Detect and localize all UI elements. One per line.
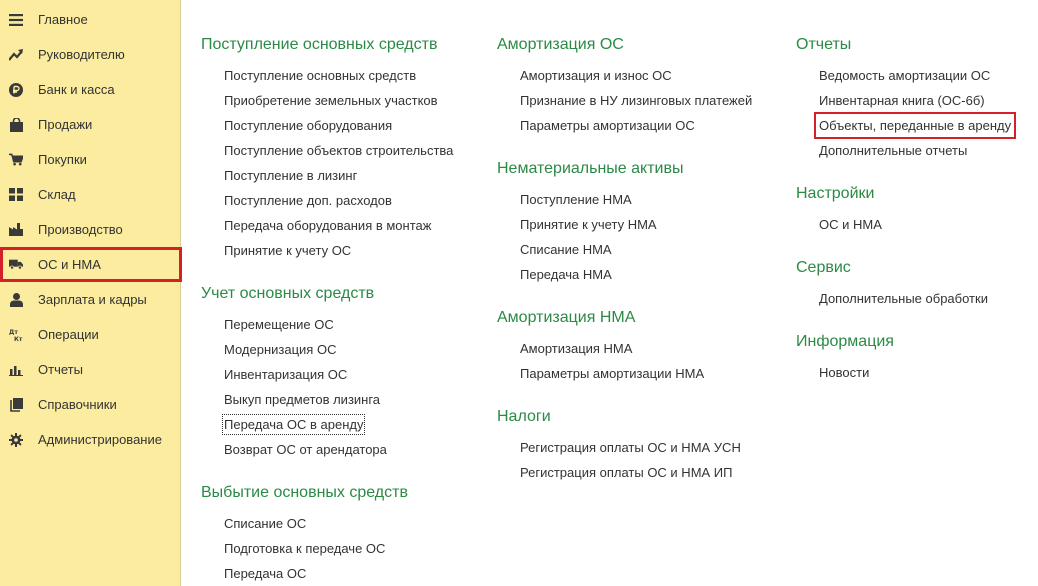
sidebar-item-label: Склад xyxy=(38,187,76,202)
link-intangible-depreciation[interactable]: Амортизация НМА xyxy=(520,341,633,356)
link-intangible-depreciation-params[interactable]: Параметры амортизации НМА xyxy=(520,366,705,381)
ruble-coin-icon xyxy=(9,83,23,97)
link-intangible-writeoff[interactable]: Списание НМА xyxy=(520,242,612,257)
link-intangible-transfer[interactable]: Передача НМА xyxy=(520,267,612,282)
link-intangible-accept[interactable]: Принятие к учету НМА xyxy=(520,217,657,232)
link-fixed-assets-handover[interactable]: Передача ОС xyxy=(224,566,307,581)
section-title-fixed-assets-receipt: Поступление основных средств xyxy=(201,36,438,53)
sidebar-item-bank[interactable] xyxy=(0,72,181,107)
section-title-reports: Отчеты xyxy=(796,36,852,53)
link-payment-registration-ip[interactable]: Регистрация оплаты ОС и НМА ИП xyxy=(520,465,733,480)
sidebar-item-label: Отчеты xyxy=(38,362,83,377)
sidebar-item-purchases[interactable] xyxy=(0,142,181,177)
sidebar-item-reports[interactable] xyxy=(0,352,181,387)
section-title-taxes: Налоги xyxy=(497,408,551,425)
sidebar-item-label: Операции xyxy=(38,327,99,342)
section-title-depreciation: Амортизация ОС xyxy=(497,36,624,53)
link-intangible-receipt[interactable]: Поступление НМА xyxy=(520,192,632,207)
link-additional-reports[interactable]: Дополнительные отчеты xyxy=(819,143,968,158)
link-additional-processing[interactable]: Дополнительные обработки xyxy=(819,291,988,306)
sidebar-item-production[interactable] xyxy=(0,212,181,247)
link-payment-registration-usn[interactable]: Регистрация оплаты ОС и НМА УСН xyxy=(520,440,741,455)
sidebar-item-label: Продажи xyxy=(38,117,93,132)
link-fixed-assets-transfer[interactable]: Перемещение ОС xyxy=(224,317,334,332)
link-leased-objects-report[interactable]: Объекты, переданные в аренду xyxy=(819,118,1012,133)
books-icon xyxy=(9,398,23,412)
link-depreciation-statement[interactable]: Ведомость амортизации ОС xyxy=(819,68,991,83)
link-equipment-installation[interactable]: Передача оборудования в монтаж xyxy=(224,218,432,233)
hamburger-menu-icon xyxy=(9,13,23,27)
warehouse-grid-icon xyxy=(9,188,23,202)
section-title-intangible-depreciation: Амортизация НМА xyxy=(497,309,636,326)
factory-icon xyxy=(9,223,23,237)
sidebar-item-label: Производство xyxy=(38,222,123,237)
link-land-acquisition[interactable]: Приобретение земельных участков xyxy=(224,93,438,108)
section-title-settings: Настройки xyxy=(796,185,875,202)
sidebar-item-sales[interactable] xyxy=(0,107,181,142)
section-title-intangible-assets: Нематериальные активы xyxy=(497,160,684,177)
sidebar-item-label: Банк и касса xyxy=(38,82,115,97)
main-content xyxy=(182,0,1038,586)
section-title-fixed-assets-disposal: Выбытие основных средств xyxy=(201,484,408,501)
link-inventory-book[interactable]: Инвентарная книга (ОС-6б) xyxy=(819,93,985,108)
link-fixed-assets-modernization[interactable]: Модернизация ОС xyxy=(224,342,337,357)
link-leasing-buyout[interactable]: Выкуп предметов лизинга xyxy=(224,392,381,407)
sidebar-item-label: Зарплата и кадры xyxy=(38,292,147,307)
link-fixed-assets-receipt[interactable]: Поступление основных средств xyxy=(224,68,417,83)
section-title-fixed-assets-accounting: Учет основных средств xyxy=(201,285,375,302)
sidebar-item-warehouse[interactable] xyxy=(0,177,181,212)
debit-credit-icon xyxy=(9,328,23,342)
link-prepare-transfer[interactable]: Подготовка к передаче ОС xyxy=(224,541,386,556)
sidebar-item-main[interactable] xyxy=(0,2,181,37)
person-icon xyxy=(9,293,23,307)
sidebar-item-operations[interactable] xyxy=(0,317,181,352)
sidebar-item-label: Справочники xyxy=(38,397,117,412)
sidebar-item-fixed-assets[interactable] xyxy=(0,247,182,282)
shopping-cart-icon xyxy=(9,153,23,167)
link-accept-fixed-assets[interactable]: Принятие к учету ОС xyxy=(224,243,352,258)
section-title-information: Информация xyxy=(796,333,894,350)
sidebar-item-label: Главное xyxy=(38,12,88,27)
link-equipment-receipt[interactable]: Поступление оборудования xyxy=(224,118,393,133)
sidebar-item-salary[interactable] xyxy=(0,282,181,317)
bar-chart-icon xyxy=(9,363,23,377)
link-lease-out-fixed-assets[interactable]: Передача ОС в аренду xyxy=(224,417,364,432)
sidebar xyxy=(0,0,181,586)
sidebar-item-label: Покупки xyxy=(38,152,87,167)
link-leasing-receipt[interactable]: Поступление в лизинг xyxy=(224,168,358,183)
sidebar-item-references[interactable] xyxy=(0,387,181,422)
gear-icon xyxy=(9,433,23,447)
link-depreciation-params[interactable]: Параметры амортизации ОС xyxy=(520,118,695,133)
sidebar-item-label: Руководителю xyxy=(38,47,125,62)
link-settings-fixed-assets[interactable]: ОС и НМА xyxy=(819,217,882,232)
svg-text:Дт: Дт xyxy=(9,328,18,336)
link-depreciation-wear[interactable]: Амортизация и износ ОС xyxy=(520,68,672,83)
link-leasing-payments-recognition[interactable]: Признание в НУ лизинговых платежей xyxy=(520,93,753,108)
sidebar-item-administration[interactable] xyxy=(0,422,181,457)
sidebar-item-manager[interactable] xyxy=(0,37,181,72)
link-lease-return[interactable]: Возврат ОС от арендатора xyxy=(224,442,387,457)
sidebar-item-label: Администрирование xyxy=(38,432,162,447)
section-title-service: Сервис xyxy=(796,259,851,276)
trend-chart-icon xyxy=(9,48,23,62)
truck-icon xyxy=(9,258,23,272)
svg-text:Кт: Кт xyxy=(14,335,23,342)
link-fixed-assets-inventory[interactable]: Инвентаризация ОС xyxy=(224,367,348,382)
link-additional-expenses[interactable]: Поступление доп. расходов xyxy=(224,193,392,208)
shopping-bag-icon xyxy=(9,118,23,132)
link-news[interactable]: Новости xyxy=(819,365,870,380)
link-fixed-assets-writeoff[interactable]: Списание ОС xyxy=(224,516,307,531)
link-construction-receipt[interactable]: Поступление объектов строительства xyxy=(224,143,454,158)
sidebar-item-label: ОС и НМА xyxy=(38,257,101,272)
